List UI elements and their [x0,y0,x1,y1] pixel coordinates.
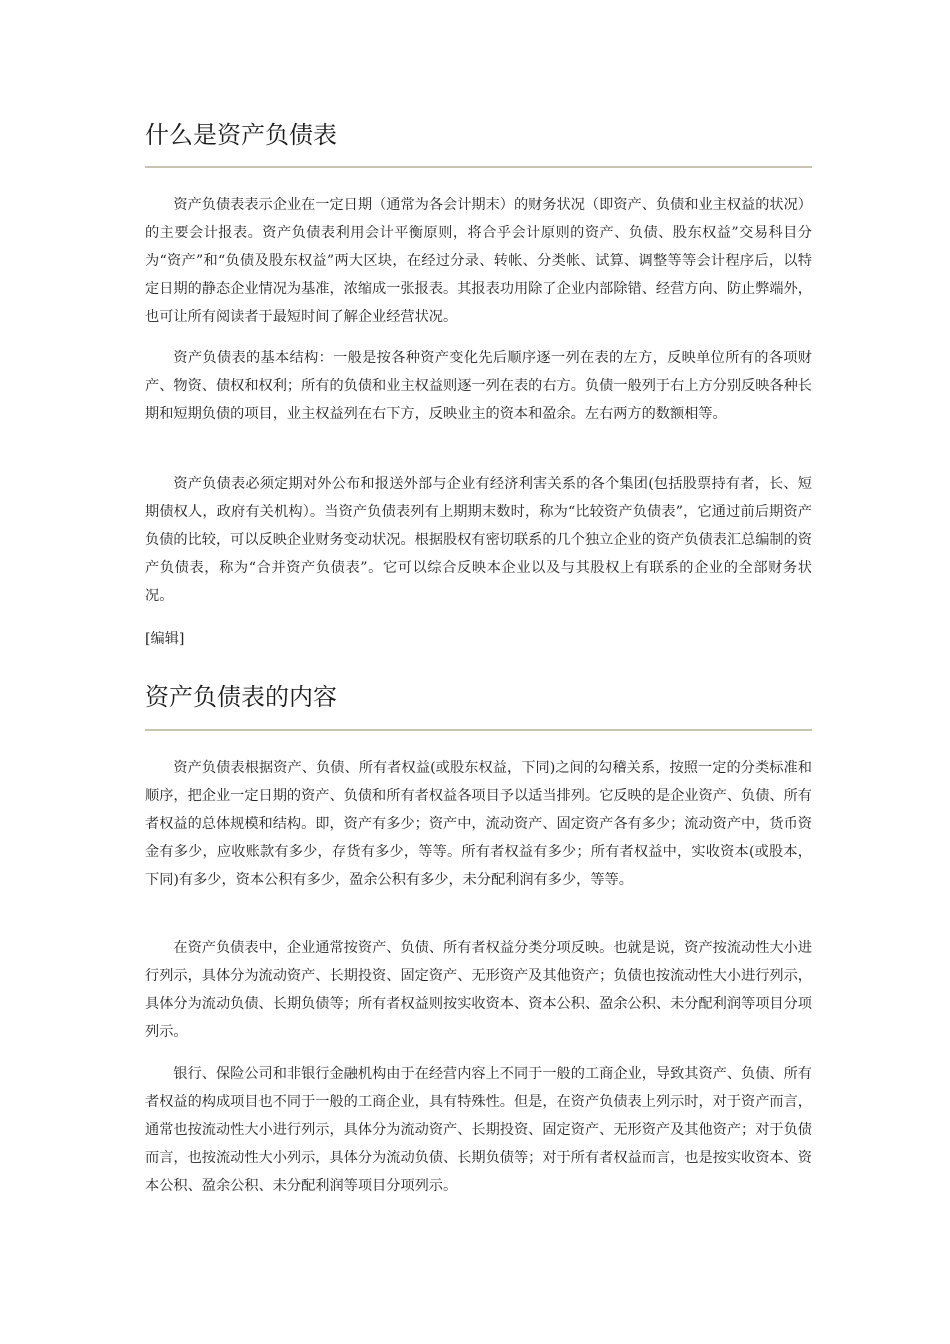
heading-divider [145,729,812,731]
section-heading-balance-sheet-content: 资产负债表的内容 [145,683,337,711]
paragraph-content-overview: 资产负债表根据资产、负债、所有者权益(或股东权益，下同)之间的勾稽关系，按照一定的分类标准和顺序，把企业一定日期的资产、负债和所有者权益各项目予以适当排列。它反映的是企业资产、负债、所有者权益的总体规模和结构。即，资产有多少；资产中，流动资产、固定资产各有多少；流动资产中，货币资金有多少，应收账款有多少，存货有多少，等等。所有者权益有多少；所有者权益中，实收资本(或股本，下同)有多少，资本公积有多少，盈余公积有多少，未分配利润有多少，等等。 [145,760,812,888]
edit-link[interactable]: [编辑] [145,631,185,647]
heading-divider [145,166,812,168]
paragraph-financial-institutions: 银行、保险公司和非银行金融机构由于在经营内容上不同于一般的工商企业，导致其资产、负债、所有者权益的构成项目也不同于一般的工商企业，具有特殊性。但是，在资产负债表上列示时，对于资产而言，通常也按流动性大小进行列示，具体分为流动资产、长期投资、固定资产、无形资产及其他资产；对于负债而言，也按流动性大小列示，具体分为流动负债、长期负债等；对于所有者权益而言，也是按实收资本、资本公积、盈余公积、未分配利润等项目分项列示。 [145,1066,812,1194]
paragraph-publication: 资产负债表必须定期对外公布和报送外部与企业有经济利害关系的各个集团(包括股票持有者，长、短期债权人，政府有关机构）。当资产负债表列有上期期末数时，称为“比较资产负债表”，它通过前后期资产负债的比较，可以反映企业财务变动状况。根据股权有密切联系的几个独立企业的资产负债表汇总编制的资产负债表，称为“合并资产负债表”。它可以综合反映本企业以及与其股权上有联系的企业的全部财务状况。 [145,476,812,604]
paragraph-definition: 资产负债表表示企业在一定日期（通常为各会计期末）的财务状况（即资产、负债和业主权益的状况）的主要会计报表。资产负债表利用会计平衡原则，将合乎会计原则的资产、负债、股东权益”交易科目分为“资产”和“负债及股东权益”两大区块，在经过分录、转帐、分类帐、试算、调整等等会计程序后，以特定日期的静态企业情况为基准，浓缩成一张报表。其报表功用除了企业内部除错、经营方向、防止弊端外，也可让所有阅读者于最短时间了解企业经营状况。 [145,197,812,325]
paragraph-classification: 在资产负债表中，企业通常按资产、负债、所有者权益分类分项反映。也就是说，资产按流动性大小进行列示，具体分为流动资产、长期投资、固定资产、无形资产及其他资产；负债也按流动性大小进行列示，具体分为流动负债、长期负债等；所有者权益则按实收资本、资本公积、盈余公积、未分配利润等项目分项列示。 [145,940,812,1040]
paragraph-structure: 资产负债表的基本结构：一般是按各种资产变化先后顺序逐一列在表的左方，反映单位所有的各项财产、物资、债权和权利；所有的负债和业主权益则逐一列在表的右方。负债一般列于右上方分别反映各种长期和短期负债的项目，业主权益列在右下方，反映业主的资本和盈余。左右两方的数额相等。 [145,350,812,422]
section-heading-what-is-balance-sheet: 什么是资产负债表 [145,121,337,149]
